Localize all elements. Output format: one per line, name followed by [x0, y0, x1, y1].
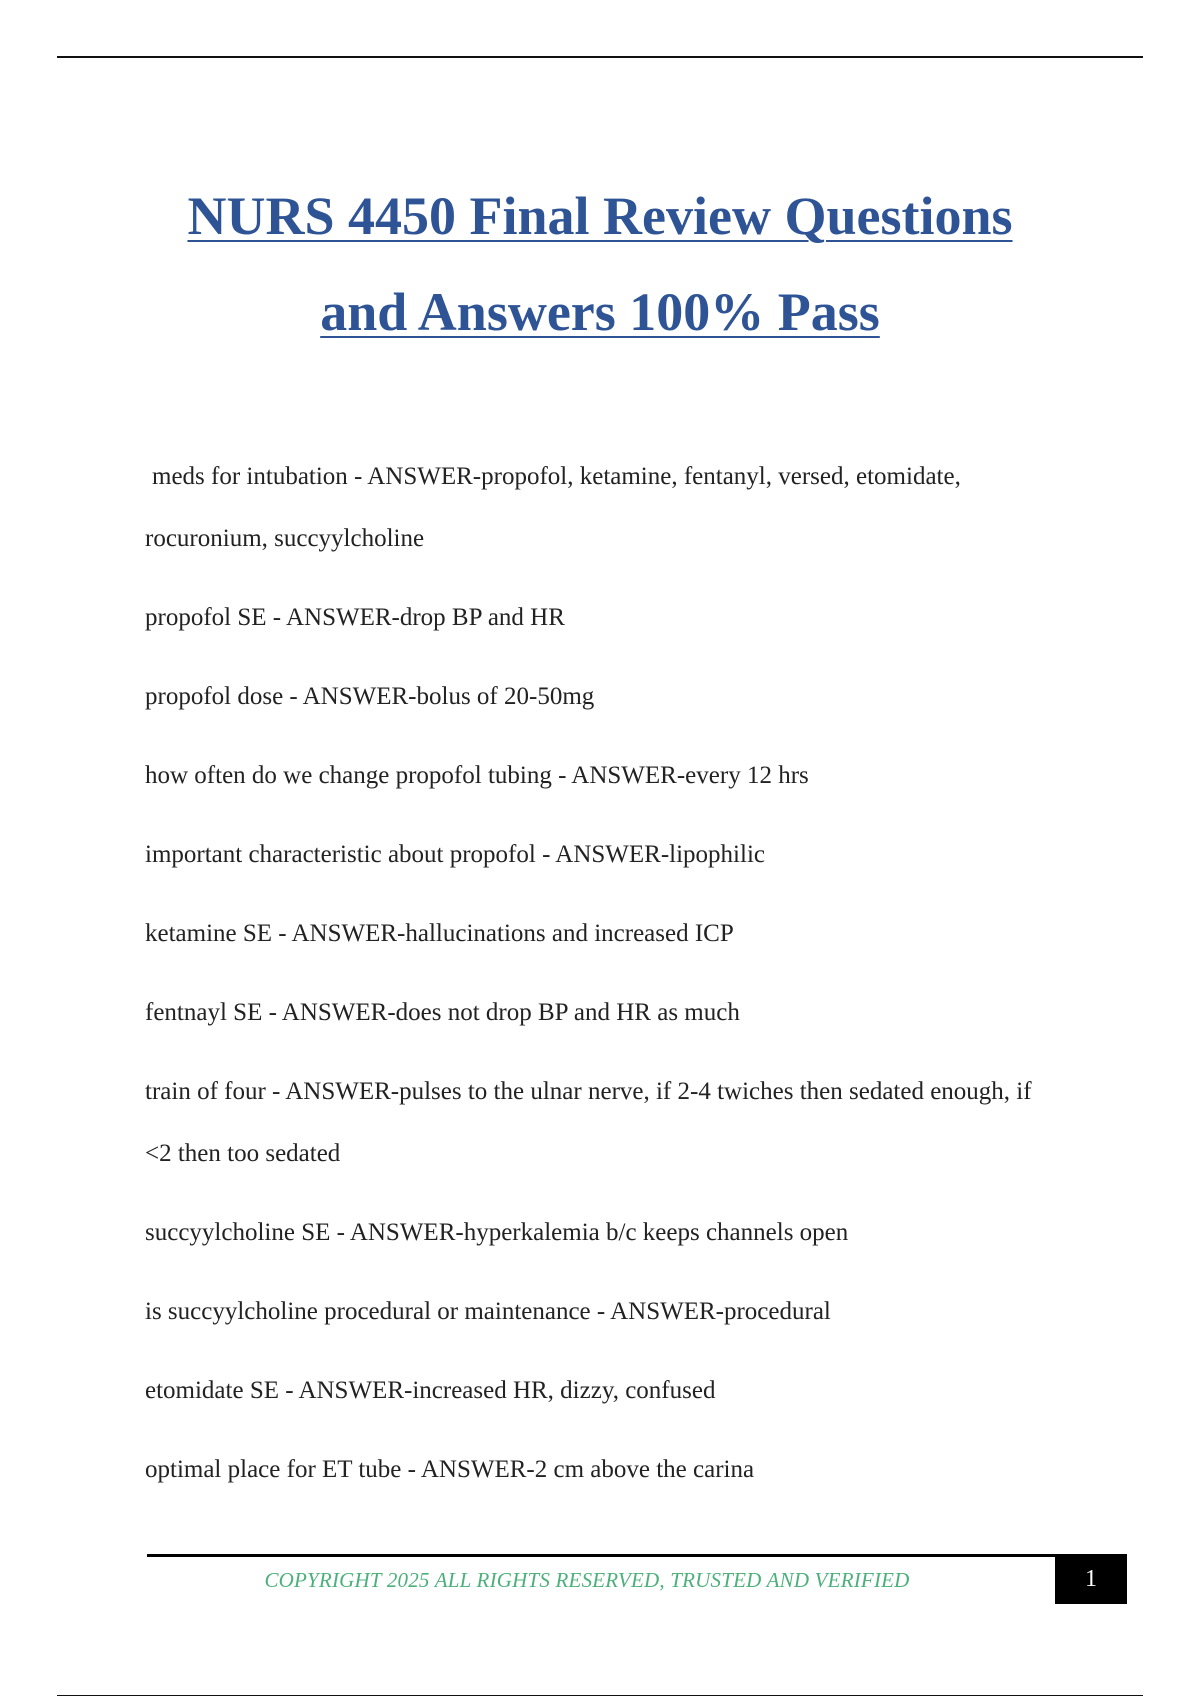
qa-item: meds for intubation - ANSWER-propofol, ketamine, fentanyl, versed, etomidate, rocuronium, succyylcholine — [145, 463, 961, 552]
page-number: 1 — [1055, 1554, 1127, 1604]
qa-item: propofol SE - ANSWER-drop BP and HR — [145, 604, 565, 631]
qa-item: propofol dose - ANSWER-bolus of 20-50mg — [145, 683, 595, 710]
qa-item: train of four - ANSWER-pulses to the ulnar nerve, if 2-4 twiches then sedated enough, if <2 then too sedated — [145, 1078, 1032, 1167]
qa-item: how often do we change propofol tubing - ANSWER-every 12 hrs — [145, 762, 809, 789]
qa-list — [145, 446, 1045, 1518]
qa-item: optimal place for ET tube - ANSWER-2 cm above the carina — [145, 1456, 755, 1483]
footer-rule — [147, 1554, 1055, 1557]
top-rule — [57, 56, 1143, 58]
qa-item: succyylcholine SE - ANSWER-hyperkalemia b/c keeps channels open — [145, 1219, 849, 1246]
bottom-rule — [57, 1695, 1143, 1696]
qa-item: fentnayl SE - ANSWER-does not drop BP and HR as much — [145, 999, 740, 1026]
document-title — [100, 168, 1100, 360]
qa-item: ketamine SE - ANSWER-hallucinations and increased ICP — [145, 920, 734, 947]
qa-item: important characteristic about propofol - ANSWER-lipophilic — [145, 841, 765, 868]
qa-item: etomidate SE - ANSWER-increased HR, dizzy, confused — [145, 1377, 716, 1404]
title-line-2: and Answers 100% Pass — [320, 282, 880, 342]
footer-copyright: COPYRIGHT 2025 ALL RIGHTS RESERVED, TRUSTED AND VERIFIED — [264, 1568, 910, 1592]
qa-item: is succyylcholine procedural or maintenance - ANSWER-procedural — [145, 1298, 831, 1325]
title-line-1: NURS 4450 Final Review Questions — [187, 186, 1013, 246]
